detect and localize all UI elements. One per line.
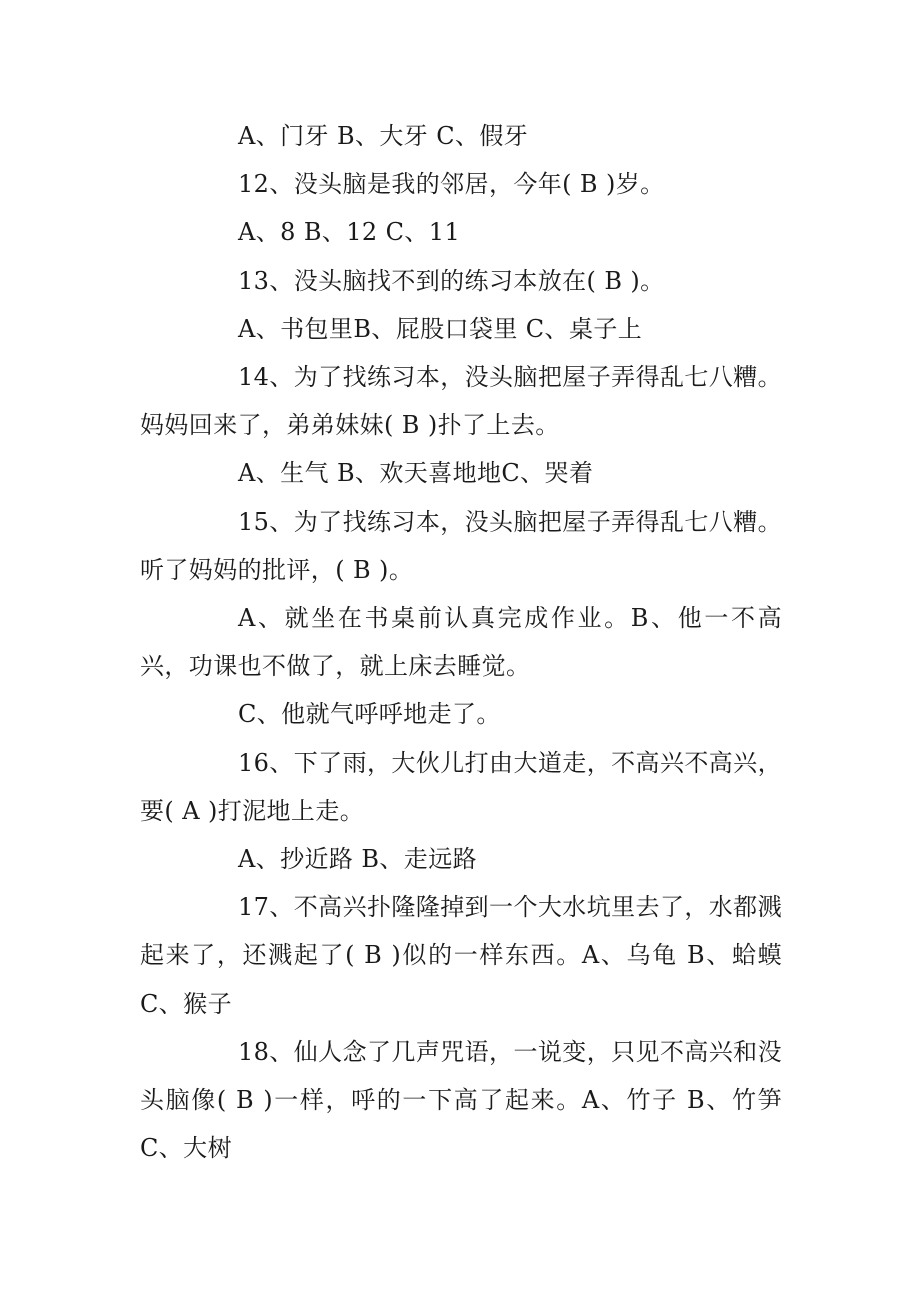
question-14: 14、为了找练习本，没头脑把屋子弄得乱七八糟。妈妈回来了，弟弟妹妹( B )扑了上去。 xyxy=(140,363,782,440)
option-line: A、门牙 B、大牙 C、假牙 xyxy=(238,122,529,150)
option-line: A、就坐在书桌前认真完成作业。B、他一不高兴，功课也不做了，就上床去睡觉。 xyxy=(140,604,782,681)
question-13: 13、没头脑找不到的练习本放在( B )。 xyxy=(238,266,665,295)
option-line: A、8 B、12 C、11 xyxy=(238,218,461,247)
question-17: 17、不高兴扑隆隆掉到一个大水坑里去了，水都溅起来了，还溅起了( B )似的一样东西。A、乌龟 B、蛤蟆 C、猴子 xyxy=(140,893,782,1018)
option-line: A、抄近路 B、走远路 xyxy=(238,845,477,874)
document-body xyxy=(140,112,782,1172)
option-line: A、书包里B、屁股口袋里 C、桌子上 xyxy=(238,314,643,343)
option-line: A、生气 B、欢天喜地地C、哭着 xyxy=(238,459,594,488)
option-line: C、他就气呼呼地走了。 xyxy=(238,700,501,729)
question-12: 12、没头脑是我的邻居，今年( B )岁。 xyxy=(238,170,665,199)
question-18: 18、仙人念了几声咒语，一说变，只见不高兴和没头脑像( B )一样，呼的一下高了起来。A、竹子 B、竹笋 C、大树 xyxy=(140,1037,782,1163)
question-16: 16、下了雨，大伙儿打由大道走，不高兴不高兴，要( A )打泥地上走。 xyxy=(140,748,782,825)
question-15: 15、为了找练习本，没头脑把屋子弄得乱七八糟。听了妈妈的批评，( B )。 xyxy=(140,507,782,584)
